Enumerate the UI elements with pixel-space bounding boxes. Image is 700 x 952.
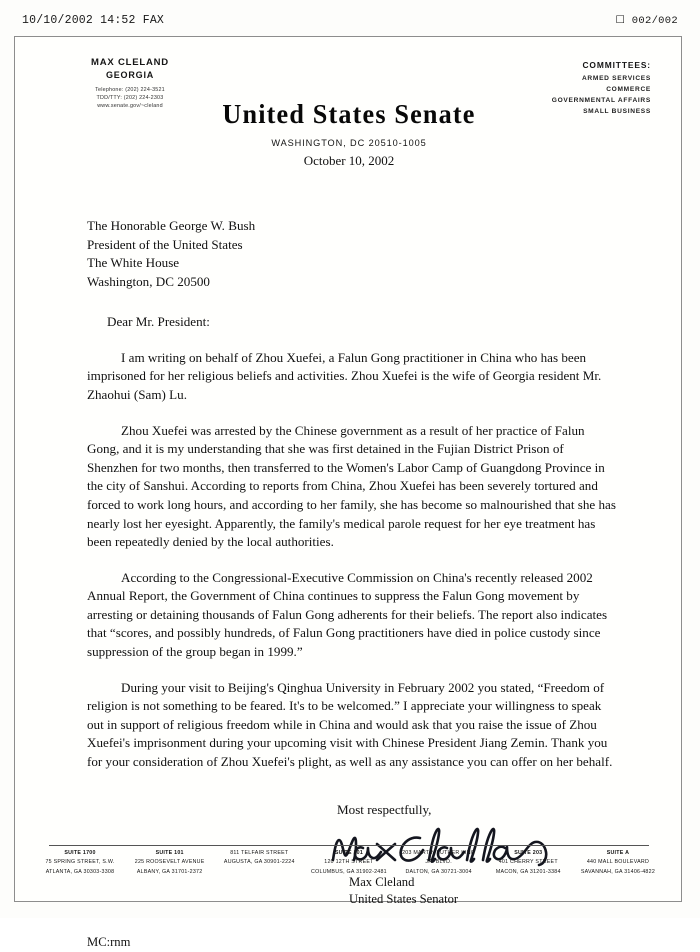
- office-line: SUITE 203: [514, 850, 543, 856]
- office-entry: [489, 849, 567, 877]
- letter-paragraph-3: According to the Congressional-Executive Commission on China's recently released 2002 Annual Report, the Government of China continues to suppress the Falun Gong movement by arresting or detaining thousands of Falun Gong adherents for their beliefs. The report also indicates that “scores, and possibly hundreds, of Falun Gong practitioners have died in police custody since suppression of the group began in 1999.”: [87, 569, 608, 659]
- office-entry: [579, 849, 657, 877]
- addressee-line: Washington, DC 20500: [87, 273, 210, 289]
- office-line: SUITE 101: [334, 850, 364, 856]
- addressee-line: President of the United States: [87, 236, 243, 252]
- office-line: ATLANTA, GA 30303-3308: [45, 868, 115, 875]
- office-line: 75 SPRING STREET, S.W.: [45, 859, 115, 866]
- letter-paragraph-2: Zhou Xuefei was arrested by the Chinese government as a result of her practice of Falun Gong, and it is my understanding that she was first detained in the Fujian District Prison of Shenzhen for two months, then transferred to the Women's Labor Camp of Guangdong Province in the city of Sanshui. According to reports from China, Zhou Xuefei has been severely tortured and forced to work long hours, and according to her family, she has become so malnourished that she has nearly lost her eyesight. Apparently, the family's medical parole request for her eye treatment has been repeatedly denied by the local authorities.: [87, 422, 616, 550]
- signer-name: Max Cleland: [349, 875, 415, 890]
- office-line: SUITE A: [606, 850, 630, 856]
- office-locations: [41, 849, 657, 877]
- letter-body: [87, 217, 617, 952]
- office-line: 203 MARTIN LUTHER KING JR. BLVD.: [402, 850, 476, 866]
- office-line: SAVANNAH, GA 31406-4822: [580, 868, 656, 875]
- office-line: COLUMBUS, GA 31902-2481: [311, 868, 387, 875]
- letter-sheet: [14, 36, 682, 950]
- footer-divider: [49, 845, 649, 846]
- office-entry: [400, 849, 478, 877]
- office-line: AUGUSTA, GA 30901-2224: [223, 859, 295, 866]
- office-entry: [310, 849, 388, 877]
- office-line: 120 12TH STREET: [324, 859, 374, 866]
- addressee-line: The Honorable George W. Bush: [87, 218, 256, 233]
- fax-timestamp: 10/10/2002 14:52 FAX: [22, 14, 165, 27]
- office-line: MACON, GA 31201-3384: [495, 868, 561, 875]
- office-line: 401 CHERRY STREET: [498, 859, 558, 866]
- committees-title: COMMITTEES:: [582, 60, 651, 70]
- masthead: [15, 99, 683, 148]
- masthead-title: United States Senate: [222, 99, 476, 129]
- salutation: Dear Mr. President:: [107, 314, 210, 330]
- closing-line: Most respectfully,: [337, 802, 432, 818]
- committee-item: COMMERCE: [606, 86, 651, 94]
- office-line: 225 ROOSEVELT AVENUE: [134, 859, 205, 866]
- office-entry: [220, 849, 298, 868]
- senator-state: GEORGIA: [105, 69, 155, 80]
- letter-date: October 10, 2002: [303, 153, 395, 168]
- masthead-address: WASHINGTON, DC 20510-1005: [271, 138, 427, 148]
- committee-item: SMALL BUSINESS: [583, 108, 651, 116]
- senator-name: MAX CLELAND: [91, 57, 169, 68]
- office-line: SUITE 101: [155, 850, 184, 856]
- signer-title: United States Senator: [349, 892, 459, 907]
- office-line: DALTON, GA 30721-3004: [405, 868, 472, 875]
- senator-telephone: Telephone: (202) 224-3521: [95, 87, 165, 94]
- addressee-block: [87, 217, 617, 291]
- office-line: 811 TELFAIR STREET: [230, 850, 289, 856]
- signer-block: [87, 874, 617, 908]
- fax-page-value: 002/002: [631, 15, 678, 27]
- committee-item: ARMED SERVICES: [581, 75, 651, 83]
- letter-paragraph-4: During your visit to Beijing's Qinghua University in February 2002 you stated, “Freedom of religion is not something to be feared. It's to be welcomed.” I appreciate your willingness to speak out in support of religious freedom while in China and would ask that you raise the issue of Zhou Xuefei's imprisonment during your upcoming visit with Chinese President Jiang Zemin. Thank you for your consideration of Zhou Xuefei's plight, as well as any assistance you can offer on her behalf.: [87, 679, 613, 769]
- committee-item: GOVERNMENTAL AFFAIRS: [551, 97, 651, 105]
- office-entry: [131, 849, 209, 877]
- senator-tdd: TDD/TTY: (202) 224-2303: [96, 95, 164, 102]
- reference-initials: MC:rnm: [87, 935, 131, 950]
- senator-website: www.senate.gov/~cleland: [97, 103, 163, 110]
- addressee-line: The White House: [87, 255, 180, 271]
- fax-header: [0, 14, 700, 36]
- office-line: SUITE 1700: [64, 850, 96, 856]
- office-entry: [41, 849, 119, 877]
- letter-paragraph-1: I am writing on behalf of Zhou Xuefei, a Falun Gong practitioner in China who has been imprisoned for her religious beliefs and activities. Zhou Xuefei is the wife of Georgia resident Mr. Zhaohui (Sam) Lu.: [87, 349, 602, 403]
- office-line: 440 MALL BOULEVARD: [586, 859, 650, 866]
- fax-page-glyph: ☐: [615, 15, 626, 27]
- fax-page-count: [615, 14, 678, 27]
- office-line: ALBANY, GA 31701-2372: [136, 868, 203, 875]
